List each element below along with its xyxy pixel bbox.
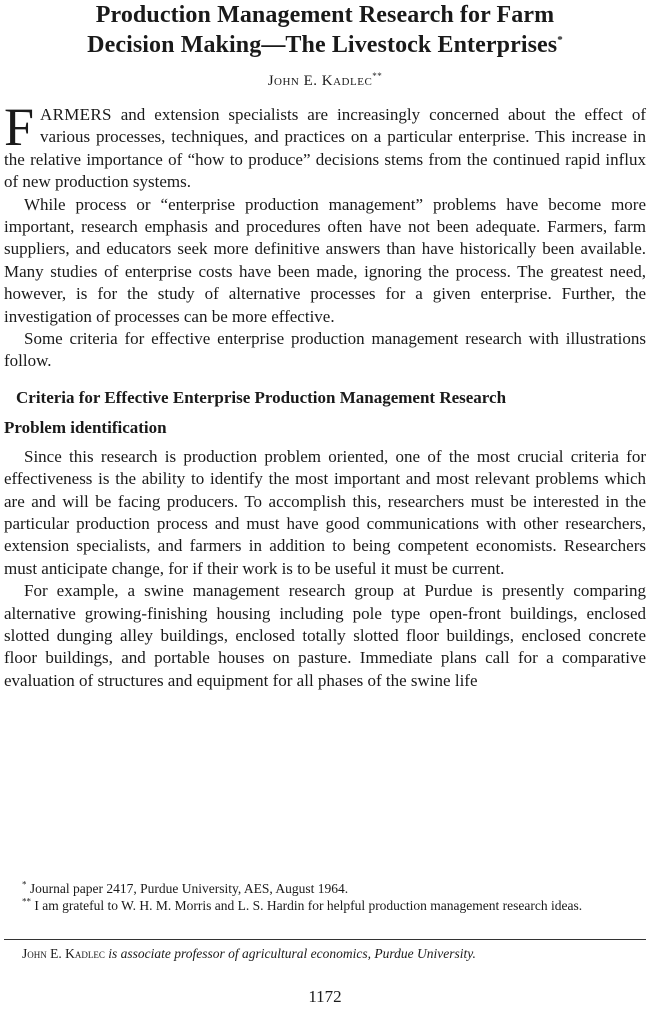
intro-paragraph-3: Some criteria for effective enterprise production management research with illustrations follow.	[4, 329, 646, 371]
author-bio	[4, 945, 646, 962]
intro-paragraph-1	[4, 97, 646, 194]
drop-cap: F	[4, 97, 35, 157]
intro-first-word: ARMERS	[40, 105, 112, 124]
bio-author-name: John E. Kadlec	[22, 946, 105, 961]
author-name: John E. Kadlec	[267, 73, 373, 89]
title-footnote-mark: *	[557, 34, 563, 46]
title-line-1: Production Management Research for Farm	[95, 2, 555, 28]
footnote-divider	[4, 939, 646, 940]
problem-paragraph-1: Since this research is production problem oriented, one of the most crucial criteria for effectiveness is the ability to identify the most important and most relevant problems which are and will be facing producers. To accomplish this, researchers must be interested in the particular production process and must have good communications with other researchers, extension specialists, and farmers in addition to being competent economists. Researchers must anticipate change, for if their work is to be useful it must be current.	[4, 446, 646, 578]
author-line	[4, 73, 646, 90]
footnote-2-mark: **	[22, 896, 31, 907]
author-footnote-mark: **	[372, 71, 383, 81]
problem-paragraph-2: For example, a swine management research group at Purdue is presently comparing alternative growing-finishing housing including pole type open-front buildings, enclosed slotted dunging alley buildings, enclosed totally slotted floor buildings, enclosed concrete floor buildings, and portable houses on pasture. Immediate plans call for a comparative evaluation of structures and equipment for all phases of the swine life	[4, 581, 646, 690]
footnote-2-text: I am grateful to W. H. M. Morris and L. S. Hardin for helpful production management research ideas.	[31, 898, 583, 913]
footnote-1-mark: *	[22, 879, 27, 890]
footnote-1-text: Journal paper 2417, Purdue University, AES, August 1964.	[26, 881, 349, 896]
bio-author-role: is associate professor of agricultural economics, Purdue University.	[104, 946, 476, 961]
article-body	[4, 97, 646, 692]
page-number: 1172	[308, 987, 342, 1006]
footnote-1	[4, 880, 646, 897]
intro-paragraph-1-text: and extension specialists are increasingly concerned about the effect of various processes, techniques, and practices on a particular enterprise. This increase in the relative importance of “how to produce” decisions stems from the continued rapid influx of new production systems.	[4, 105, 646, 192]
intro-paragraph-2: While process or “enterprise production management” problems have become more important, research emphasis and procedures often have not been adequate. Farmers, farm suppliers, and educators seek more definitive answers than have historically been available. Many studies of enterprise costs have been made, ignoring the process. The greatest need, however, is for the study of alternative processes for a given enterprise. Further, the investigation of processes can be more effective.	[4, 194, 646, 326]
footnote-2	[4, 897, 646, 914]
footnotes	[4, 880, 646, 914]
title-line-2: Decision Making—The Livestock Enterprises	[87, 32, 558, 58]
article-title	[4, 0, 646, 60]
problem-identification-heading: Problem identification	[4, 418, 167, 438]
criteria-heading: Criteria for Effective Enterprise Production Management Research	[16, 387, 507, 407]
article-page	[4, 0, 646, 692]
